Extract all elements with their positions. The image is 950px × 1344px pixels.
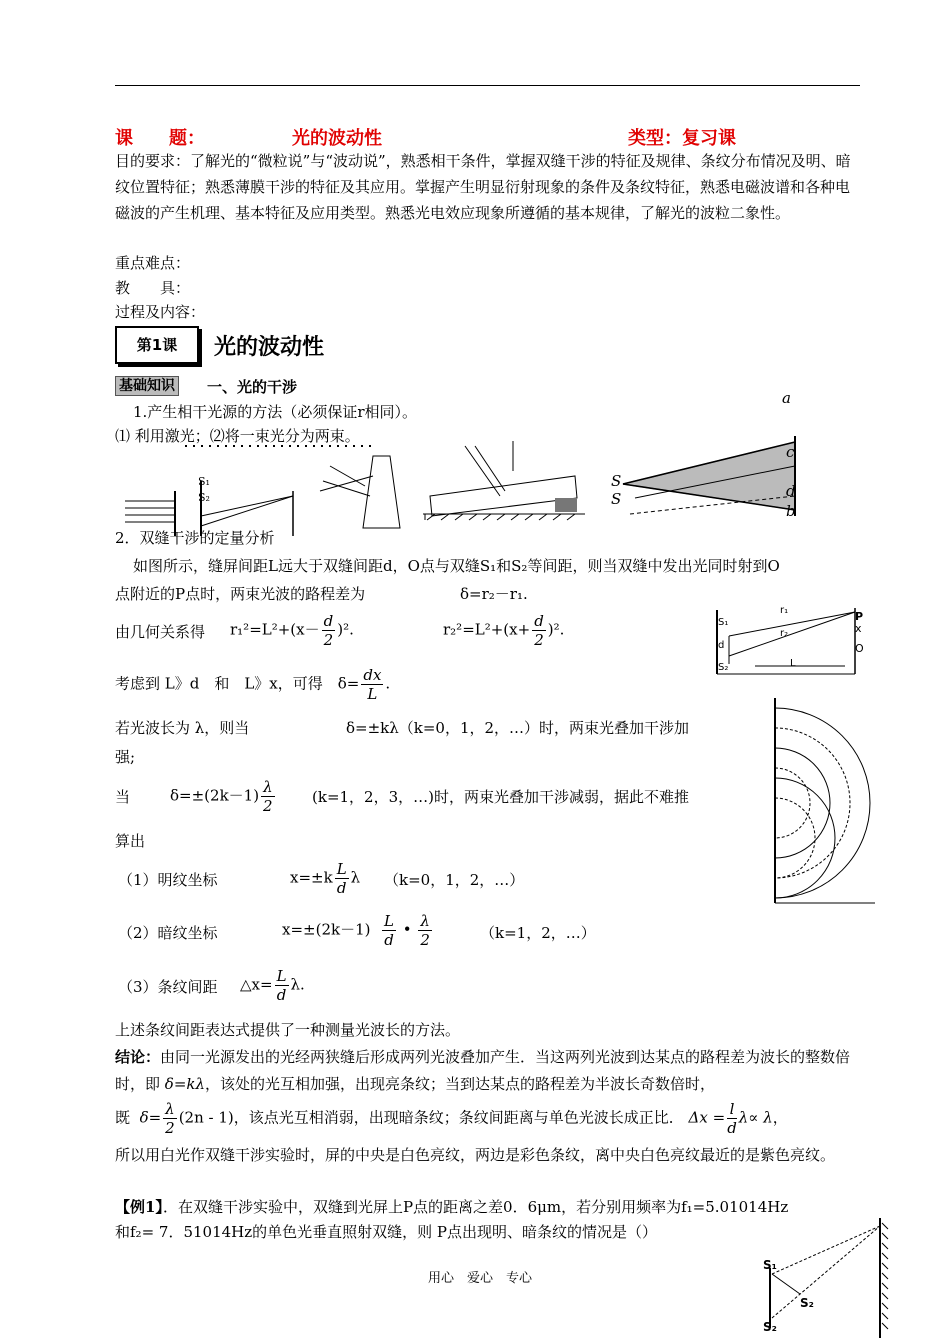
fig-label-b: b (786, 502, 796, 520)
goals-paragraph: 目的要求：了解光的“微粒说”与“波动说”，熟悉相干条件，掌握双缝干涉的特征及规律、条纹分布情况及明、暗纹位置特征；熟悉薄膜干涉的特征及其应用。掌握产生明显衍射现象的条件及条纹特征，熟悉电磁波谱和各种电磁波的产生机理、基本特征及应用类型。熟悉光电效应现象所遵循的基本规律，了解光的波粒二象性。 (115, 152, 851, 222)
fig-label-s1: S₁ (198, 475, 210, 488)
eq-r2: r₂²=L²+(x+ $\frac{d}{2}$ )². (443, 612, 565, 649)
fig-label-r2: r₂ (780, 628, 789, 639)
analysis-line-2: 点附近的P点时，两束光波的路程差为 (115, 585, 366, 603)
eq-r1: r₁²=L²+(x－ $\frac{d}{2}$ )². (230, 612, 354, 649)
consider-line: 考虑到 L》d 和 L》x，可得 δ= $\frac{dx}{L}$ . (115, 666, 391, 703)
bright-fringe-k: （k=0，1，2，…） (384, 871, 525, 889)
wave-condition-a: 若光波长为 λ，则当 (115, 719, 250, 737)
fig-label-s-top: S (611, 472, 622, 490)
fig-label-s-bottom: S (611, 490, 622, 508)
process-label: 过程及内容： (115, 303, 206, 321)
double-slit-geometry-figure (715, 608, 875, 908)
conclusion-line-2: 既 δ= $\frac{\lambda}{2}$ (2n - 1)，该点光互相消弱，出现暗条纹；条纹间距离与单色光波长成正比． Δx = $\frac{l}{d}$ λ∝ λ， (115, 1100, 788, 1137)
wedge-film-diagram (423, 441, 585, 520)
dark-fringe-k: （k=1，2，…） (480, 924, 596, 942)
fig-label-s2: S₂ (198, 491, 210, 504)
item-1-methods: ⑴ 利用激光；⑵将一束光分为两束。 (115, 427, 360, 445)
key-points-label: 重点难点： (115, 254, 191, 272)
biprism-diagram (320, 456, 400, 528)
bright-fringe-eq: x=±k $\frac{L}{d}$ λ (290, 860, 361, 897)
topic-label: 课 题： (115, 128, 205, 149)
path-difference: δ=r₂－r₁. (460, 585, 528, 603)
fresnel-mirror-diagram (623, 436, 795, 516)
fig-label-s1-right: S₁ (718, 617, 729, 628)
wave-condition-c: 强; (115, 748, 136, 766)
fig-label-d-right: d (718, 640, 725, 651)
conclusion-paragraph-1: 结论：由同一光源发出的光经两狭缝后形成两列光波叠加产生．当这两列光波到达某点的路程差为波长的整数倍时，即 δ=kλ，该处的光互相加强，出现亮条纹；当到达某点的路程差为半波长奇数倍时， (115, 1048, 851, 1093)
fig-label-p: P (855, 610, 864, 623)
fig-label-x: x (855, 622, 862, 635)
type-label: 类型：复习课 (628, 128, 736, 149)
fig-label-s2-right: S₂ (718, 662, 729, 673)
geometry-label: 由几何关系得 (115, 623, 206, 641)
calc-label: 算出 (115, 832, 146, 850)
dark-condition-right: (k=1，2，3，…)时，两束光叠加干涉减弱，据此不难推 (312, 788, 689, 806)
dark-condition: δ=±(2k－1) $\frac{\lambda}{2}$ (170, 778, 273, 815)
example-label-s2-mid: S₂ (800, 1296, 814, 1310)
fig-label-a: a (782, 389, 791, 407)
example-line-1: 【例1】．在双缝干涉实验中，双缝到光屏上P点的距离之差0．6μm，若分别用频率为f₁=5.01014Hz (115, 1198, 789, 1216)
fig-label-o: O (855, 642, 864, 655)
coherent-sources-figures (115, 436, 815, 536)
when-label: 当 (115, 788, 131, 806)
item-2: 2．双缝干涉的定量分析 (115, 529, 275, 547)
example-line-2: 和f₂= 7．51014Hz的单色光垂直照射双缝，则 P点出现明、暗条纹的情况是（） (115, 1223, 658, 1241)
fig-label-c: c (786, 443, 795, 461)
conclusion-paragraph-3: 所以用白光作双缝干涉实验时，屏的中央是白色亮纹，两边是彩色条纹，离中央白色亮纹最近的是紫色亮纹。 (115, 1146, 836, 1164)
page-footer: 用心 爱心 专心 (428, 1271, 533, 1286)
method-note: 上述条纹间距表达式提供了一种测量光波长的方法。 (115, 1021, 461, 1039)
bright-fringe-label: （1）明纹坐标 (118, 871, 218, 889)
lesson-title: 光的波动性 (214, 335, 325, 360)
section-heading: 一、光的干涉 (207, 378, 298, 396)
analysis-line-1: 如图所示，缝屏间距L远大于双缝间距d，O点与双缝S₁和S₂等间距，则当双缝中发出光同时射到O (133, 557, 780, 575)
dark-fringe-label: （2）暗纹坐标 (118, 924, 218, 942)
tools-label: 教 具： (115, 279, 191, 297)
example-figure (760, 1218, 900, 1338)
topic-value: 光的波动性 (292, 128, 382, 149)
header-rule (115, 85, 860, 86)
fig-label-d: d (786, 482, 796, 500)
item-1: 1.产生相干光源的方法（必须保证r相同）。 (133, 403, 417, 421)
section-badge: 基础知识 (115, 376, 179, 396)
example-label-s1: S₁ (763, 1258, 777, 1272)
spacing-label: （3）条纹间距 (118, 978, 218, 996)
wave-condition-b: δ=±kλ（k=0，1，2，…）时，两束光叠加干涉加 (346, 719, 690, 737)
fig-label-r1: r₁ (780, 605, 789, 616)
spacing-eq: △x= $\frac{L}{d}$ λ. (240, 967, 305, 1004)
fig-label-L: L (790, 658, 796, 669)
lesson-badge: 第1课 (115, 326, 199, 364)
dark-fringe-eq: x=±(2k－1) $\frac{L}{d}$ • $\frac{\lambda}{2}$ (282, 912, 430, 949)
example-label-s2: S₂ (763, 1320, 777, 1334)
